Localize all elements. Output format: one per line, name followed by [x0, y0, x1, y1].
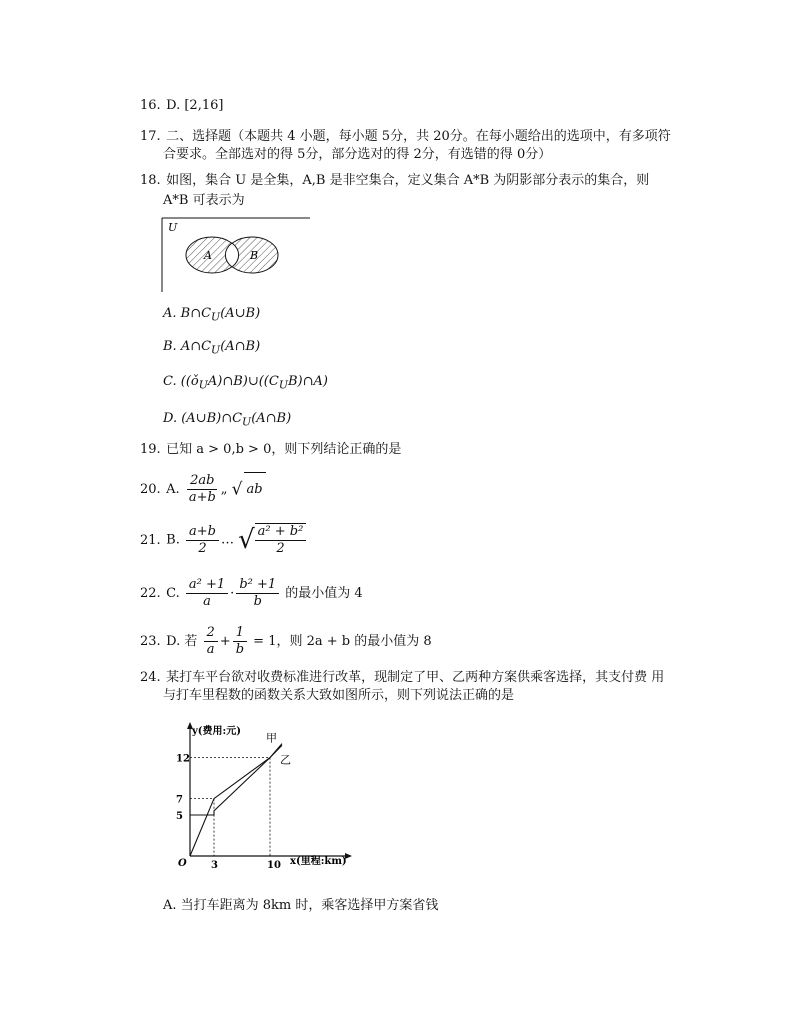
question-16: 16. D. [2,16]	[140, 98, 224, 113]
q22-fraction-b: $\frac{\text{b² +1}}{b}$	[236, 577, 279, 610]
question-17: 17. 二、选择题（本题共 4 小题，每小题 5分，共 20分。在每小题给出的选项中，有多项符	[140, 129, 671, 144]
x-tick-label: 10	[267, 860, 281, 871]
question-20: 20. A. $\frac{2ab}{a+b}$ „ √ ab	[140, 472, 266, 507]
question-18: 18. 如图，集合 U 是全集，A,B 是非空集合，定义集合 A*B 为阴影部分表示的集合，则	[140, 173, 650, 188]
question-17-line2: 合要求。全部选对的得 5分，部分选对的得 2分，有选错的得 0分）	[163, 147, 552, 162]
q23-fraction-b: $\frac{1}{b}$	[233, 625, 247, 658]
y-tick-label: 12	[176, 753, 190, 765]
q18-option-a: A. $B\cap C_U(A\cup B)$	[163, 306, 261, 324]
series-line-yi	[190, 744, 282, 815]
y-axis-label: y(费用:元)	[192, 726, 241, 737]
question-22: 22. C. $\frac{\text{a² +1}}{a}$ · $\frac{\text{b² +1}}{b}$ 的最小值为 4	[140, 577, 363, 609]
fare-chart	[160, 718, 360, 876]
question-21: 21. B. $\frac{a+b}{2}$ … √ $\frac{\text{a² + b²}}{2}$	[140, 522, 308, 559]
series-label-jia: 甲	[266, 731, 277, 745]
series-line-jia	[190, 745, 282, 856]
y-tick-label: 5	[176, 811, 183, 822]
q18-option-d: D. $(A\cup B)\cap C_U(A\cap B)$	[163, 411, 292, 429]
q21-fraction: $\frac{a+b}{2}$	[186, 524, 219, 557]
q18-option-b: B. $A\cap C_U(A\cap B)$	[163, 339, 261, 357]
x-tick-label: 3	[211, 860, 218, 871]
q20-sqrt: ab	[244, 472, 266, 507]
question-19: 19. 已知 a > 0,b > 0，则下列结论正确的是	[140, 442, 402, 457]
q18-option-c: C. $((ǒ_UA)\cap B)\cup((C_UB)\cap A)$	[163, 374, 328, 392]
venn-label-a: A	[204, 249, 212, 262]
question-23: 23. D. 若 $\frac{2}{a}$ + $\frac{1}{b}$ = 1，则 2a + b 的最小值为 8	[140, 625, 432, 657]
question-18-line2: A*B 可表示为	[163, 193, 245, 208]
venn-label-u: U	[168, 221, 178, 234]
venn-diagram	[160, 214, 320, 294]
q23-fraction-a: $\frac{2}{a}$	[204, 625, 218, 658]
q22-fraction-a: $\frac{\text{a² +1}}{a}$	[186, 577, 228, 610]
y-tick-label: 7	[176, 794, 183, 806]
origin-label: O	[178, 858, 187, 869]
question-24: 24. 某打车平台欲对收费标准进行改革，现制定了甲、乙两种方案供乘客选择，其支付费 用	[140, 670, 665, 685]
q24-option-a: A. 当打车距离为 8km 时，乘客选择甲方案省钱	[163, 898, 439, 913]
question-24-line2: 与打车里程数的函数关系大致如图所示，则下列说法正确的是	[163, 688, 515, 703]
x-axis-label: x(里程:km)	[290, 856, 347, 867]
series-label-yi: 乙	[280, 753, 291, 767]
q21-sqrt-fraction: $\frac{\text{a² + b²}}{2}$	[255, 523, 307, 557]
venn-label-b: B	[250, 249, 259, 262]
q20-fraction: $\frac{2ab}{a+b}$	[188, 473, 216, 505]
